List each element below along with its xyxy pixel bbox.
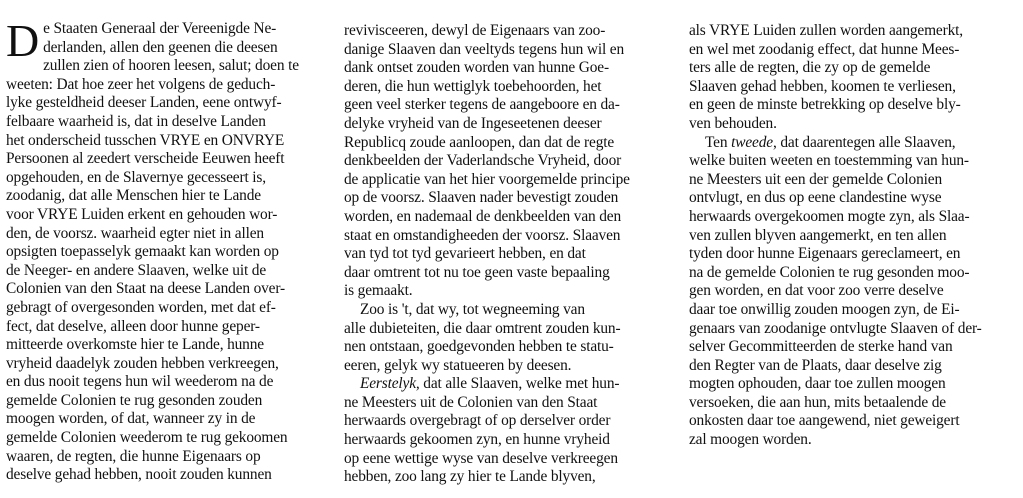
column-2 bbox=[344, 22, 672, 487]
text-line: en wel met zoodanig effect, dat hunne Mees- bbox=[689, 40, 960, 58]
text-line: ven zullen blyven aangemerkt, en ten allen bbox=[689, 226, 947, 244]
text-line: onkosten daar toe aangewend, niet geweigert bbox=[689, 412, 960, 430]
text-line: herwaards overgekoomen mogte zyn, als Slaa- bbox=[689, 207, 970, 225]
text-line: Republicq zoude aanloopen, dan dat de regte bbox=[344, 133, 615, 151]
text-line: deren, die hun wettiglyk toebehoorden, het bbox=[344, 77, 602, 95]
text-line: welke buiten weeten en toestemming van hun- bbox=[689, 152, 969, 170]
text-line: eeren, gelyk wy statueeren by deesen. bbox=[344, 356, 572, 374]
column-1-text bbox=[6, 15, 328, 485]
text-line: revivisceeren, dewyl de Eigenaars van zoo- bbox=[344, 22, 606, 39]
text-line: het onderscheid tusschen VRYE en ONVRYE bbox=[6, 131, 285, 149]
text-line: e Staaten Generaal der Vereenigde Ne- bbox=[43, 20, 277, 37]
text-line: mitteerde overkomste hier te Lande, hunne bbox=[6, 336, 264, 354]
text-line: Eerstelyk, dat alle Slaaven, welke met hun- bbox=[360, 375, 620, 393]
text-line: herwaards gekoomen zyn, en hunne vryheid bbox=[344, 431, 610, 449]
text-line: lyke gesteldheid deeser Landen, eene ontwyf- bbox=[6, 94, 282, 112]
text-line: hebben, zoo lang zy hier te Lande blyven, bbox=[344, 468, 596, 486]
text-line: daar omtrent tot nu toe geen vaste bepaaling bbox=[344, 263, 610, 281]
text-line: op de voorsz. Slaaven nader bevestigt zouden bbox=[344, 189, 619, 207]
text-line: danige Slaaven dan veeltyds tegens hun wil en bbox=[344, 40, 625, 58]
text-line: nen ontstaan, goedgevonden hebben te statu- bbox=[344, 338, 614, 356]
text-line: de applicatie van het hier voorgemelde principe bbox=[344, 170, 630, 188]
text-line: Zoo is 't, dat wy, tot wegneeming van bbox=[360, 300, 585, 318]
text-line: herwaards overgebragt of op derselver order bbox=[344, 412, 611, 430]
text-line: worden, en nademaal de denkbeelden van den bbox=[344, 207, 622, 225]
text-line: na de gemelde Colonien te rug gesonden moo- bbox=[689, 263, 970, 281]
text-line: zullen zien of hooren leesen, salut; doen te bbox=[43, 57, 299, 75]
column-1 bbox=[6, 15, 328, 485]
column-3 bbox=[689, 22, 1017, 450]
text-line: moogen worden, of dat, wanneer zy in de bbox=[6, 410, 256, 428]
text-line: dank ontset zouden worden van hunne Goe- bbox=[344, 59, 609, 77]
text-line: is gemaakt. bbox=[344, 282, 413, 300]
text-line: van tyd tot tyd gevarieert hebben, en dat bbox=[344, 245, 586, 263]
column-3-text bbox=[689, 22, 1017, 450]
text-line: zal moogen worden. bbox=[689, 431, 812, 449]
text-line: Persoonen al zeedert verscheide Eeuwen heeft bbox=[6, 150, 285, 168]
text-line: deselve gehad hebben, nooit zouden kunnen bbox=[6, 466, 272, 484]
text-line: denkbeelden der Vaderlandsche Vryheid, door bbox=[344, 152, 622, 170]
text-line: geen veel sterker tegens de aangeboore en da- bbox=[344, 96, 620, 114]
text-line: den Regter van de Plaats, daar deselve zig bbox=[689, 356, 942, 374]
text-line: den, de voorsz. waarheid egter niet in allen bbox=[6, 224, 264, 242]
text-line: Colonien van den Staat na deese Landen over- bbox=[6, 280, 285, 298]
text-line: zoodanig, dat alle Menschen hier te Lande bbox=[6, 187, 261, 205]
text-line: versoeken, die aan hun, mits betaalende de bbox=[689, 393, 946, 411]
text-line: genaars van zoodanige ontvlugte Slaaven of der- bbox=[689, 319, 982, 337]
text-line: alle dubieteiten, die daar omtrent zouden kun- bbox=[344, 319, 621, 337]
text-line: ontvlugt, en dus op eene clandestine wyse bbox=[689, 189, 942, 207]
text-line: de Neeger- en andere Slaaven, welke uit de bbox=[6, 261, 267, 279]
text-line: en dus nooit tegens hun wil weederom na de bbox=[6, 373, 274, 391]
text-line: Ten tweede, dat daarentegen alle Slaaven, bbox=[705, 133, 956, 151]
text-line: ters alle de regten, die zy op de gemelde bbox=[689, 59, 931, 77]
text-line: daar toe onwillig zouden moogen zyn, de Ei- bbox=[689, 300, 960, 318]
text-line: felbaare waarheid is, dat in deselve Landen bbox=[6, 112, 266, 130]
text-line: fect, dat deselve, alleen door hunne geper- bbox=[6, 317, 260, 335]
text-line: delyke vryheid van de Ingeseetenen deeser bbox=[344, 114, 602, 132]
text-line: ven behouden. bbox=[689, 114, 777, 132]
text-line: mogten ophouden, daar toe zullen moogen bbox=[689, 375, 946, 393]
text-line: Slaaven gehad hebben, koomen te verliesen, bbox=[689, 77, 956, 95]
text-line: derlanden, allen den geenen die deesen bbox=[43, 38, 278, 56]
text-line: en geen de minste betrekking op deselve bly- bbox=[689, 96, 961, 114]
text-line: selver Gecommitteerden de sterke hand van bbox=[689, 338, 953, 356]
column-2-text bbox=[344, 22, 672, 487]
text-line: gemelde Colonien weederom te rug gekoomen bbox=[6, 429, 288, 447]
text-line: opsigten toepasselyk gemaakt kan worden op bbox=[6, 243, 279, 261]
text-line: op eene wettige wyse van deselve verkreegen bbox=[344, 449, 618, 467]
text-line: staat en omstandigheeden der voorsz. Slaaven bbox=[344, 226, 621, 244]
text-line: gebragt of overgesonden worden, met dat ef- bbox=[6, 298, 276, 316]
text-line: als VRYE Luiden zullen worden aangemerkt, bbox=[689, 22, 963, 39]
text-line: weeten: Dat hoe zeer het volgens de geduch- bbox=[6, 75, 276, 93]
text-line: gen worden, en dat voor zoo verre deselve bbox=[689, 282, 944, 300]
text-line: gemelde Colonien te rug gesonden zouden bbox=[6, 391, 263, 409]
drop-cap: D bbox=[6, 15, 40, 66]
text-line: ne Meesters uit de Colonien van den Staat bbox=[344, 393, 598, 411]
text-line: voor VRYE Luiden erkent en gehouden wor- bbox=[6, 205, 278, 223]
text-line: waaren, de regten, die hunne Eigenaars op bbox=[6, 447, 261, 465]
text-line: tyden door hunne Eigenaars gereclameert, en bbox=[689, 245, 961, 263]
text-line: opgehouden, en de Slavernye gecesseert is, bbox=[6, 168, 266, 186]
text-line: ne Meesters uit een der gemelde Colonien bbox=[689, 170, 942, 188]
text-line: vryheid daadelyk zouden hebben verkreegen, bbox=[6, 354, 279, 372]
